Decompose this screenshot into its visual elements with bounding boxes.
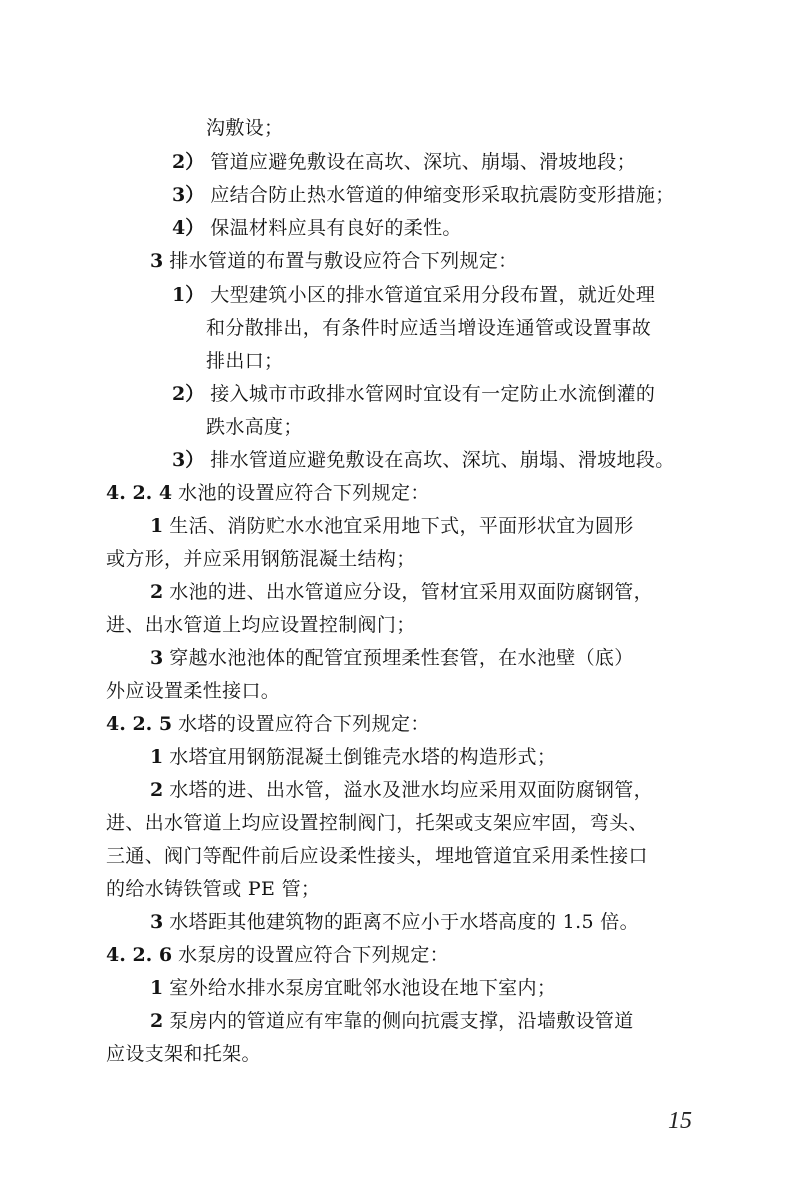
line-text: 水泵房的设置应符合下列规定： — [178, 944, 450, 966]
line-text: 室外给水排水泵房宜毗邻水池设在地下室内； — [169, 977, 557, 999]
line-text: 排水管道应避免敷设在高坎、深坑、崩塌、滑坡地段。 — [210, 449, 675, 471]
line-text: 的给水铸铁管或 PE 管； — [106, 878, 321, 900]
line-text: 或方形，并应采用钢筋混凝土结构； — [106, 548, 416, 570]
line-text: 进、出水管道上均应设置控制阀门； — [106, 614, 416, 636]
text-line — [150, 245, 518, 277]
line-text: 沟敷设； — [206, 117, 284, 139]
line-text: 水塔的设置应符合下列规定： — [178, 713, 430, 735]
line-text: 大型建筑小区的排水管道宜采用分段布置，就近处理 — [210, 284, 656, 306]
text-line — [106, 708, 430, 740]
line-text: 排水管道的布置与敷设应符合下列规定： — [169, 250, 518, 272]
text-line — [106, 873, 320, 905]
text-line — [206, 411, 303, 443]
item-number: 2 — [150, 779, 164, 801]
text-line — [150, 576, 653, 608]
line-text: 保温材料应具有良好的柔性。 — [210, 217, 462, 239]
item-number: 3 — [150, 911, 164, 933]
text-line — [150, 906, 639, 938]
text-line — [172, 279, 655, 311]
item-number: 1） — [172, 284, 205, 306]
line-text: 外应设置柔性接口。 — [106, 680, 281, 702]
line-text: 排出口； — [206, 350, 284, 372]
item-number: 1 — [150, 515, 164, 537]
text-line — [106, 609, 416, 641]
line-text: 跌水高度； — [206, 416, 303, 438]
text-line — [172, 444, 675, 476]
item-number: 3 — [150, 250, 164, 272]
line-text: 接入城市市政排水管网时宜设有一定防止水流倒灌的 — [210, 383, 656, 405]
line-text: 水池的进、出水管道应分设，管材宜采用双面防腐钢管， — [169, 581, 653, 603]
item-number: 4） — [172, 217, 205, 239]
text-line — [106, 1038, 261, 1070]
text-line — [106, 675, 280, 707]
line-text: 水塔宜用钢筋混凝土倒锥壳水塔的构造形式； — [169, 746, 557, 768]
item-number: 2） — [172, 151, 205, 173]
item-number: 2 — [150, 1010, 164, 1032]
line-text: 应设支架和托架。 — [106, 1043, 261, 1065]
text-line — [106, 939, 449, 971]
text-line — [106, 477, 430, 509]
text-line — [150, 774, 653, 806]
line-text: 泵房内的管道应有牢靠的侧向抗震支撑，沿墙敷设管道 — [169, 1010, 634, 1032]
line-text: 穿越水池池体的配管宜预埋柔性套管，在水池壁（底） — [169, 647, 634, 669]
text-line — [150, 972, 556, 1004]
line-text: 和分散排出，有条件时应适当增设连通管或设置事故 — [206, 317, 652, 339]
item-number: 3） — [172, 184, 205, 206]
item-number: 2 — [150, 581, 164, 603]
item-number: 2） — [172, 383, 205, 405]
text-line — [150, 642, 634, 674]
text-line — [150, 510, 634, 542]
text-line — [106, 543, 416, 575]
line-text: 应结合防止热水管道的伸缩变形采取抗震防变形措施； — [210, 184, 675, 206]
line-text: 三通、阀门等配件前后应设柔性接头，埋地管道宜采用柔性接口 — [106, 845, 648, 867]
line-text: 水塔的进、出水管，溢水及泄水均应采用双面防腐钢管， — [169, 779, 653, 801]
text-line — [150, 741, 556, 773]
item-number: 4. 2. 5 — [106, 713, 173, 735]
line-text: 水池的设置应符合下列规定： — [178, 482, 430, 504]
line-text: 生活、消防贮水水池宜采用地下式，平面形状宜为圆形 — [169, 515, 634, 537]
item-number: 4. 2. 6 — [106, 944, 173, 966]
text-line — [172, 146, 636, 178]
item-number: 4. 2. 4 — [106, 482, 173, 504]
text-line — [206, 312, 651, 344]
item-number: 3） — [172, 449, 205, 471]
page-number: 15 — [668, 1108, 692, 1134]
text-line — [106, 807, 648, 839]
item-number: 3 — [150, 647, 164, 669]
item-number: 1 — [150, 977, 164, 999]
text-line — [206, 345, 283, 377]
line-text: 管道应避免敷设在高坎、深坑、崩塌、滑坡地段； — [210, 151, 636, 173]
text-line — [206, 112, 283, 144]
line-text: 水塔距其他建筑物的距离不应小于水塔高度的 1.5 倍。 — [169, 911, 639, 933]
item-number: 1 — [150, 746, 164, 768]
text-line — [172, 378, 655, 410]
text-line — [172, 179, 675, 211]
line-text: 进、出水管道上均应设置控制阀门，托架或支架应牢固，弯头、 — [106, 812, 648, 834]
text-line — [150, 1005, 634, 1037]
text-line — [172, 212, 462, 244]
text-line — [106, 840, 648, 872]
